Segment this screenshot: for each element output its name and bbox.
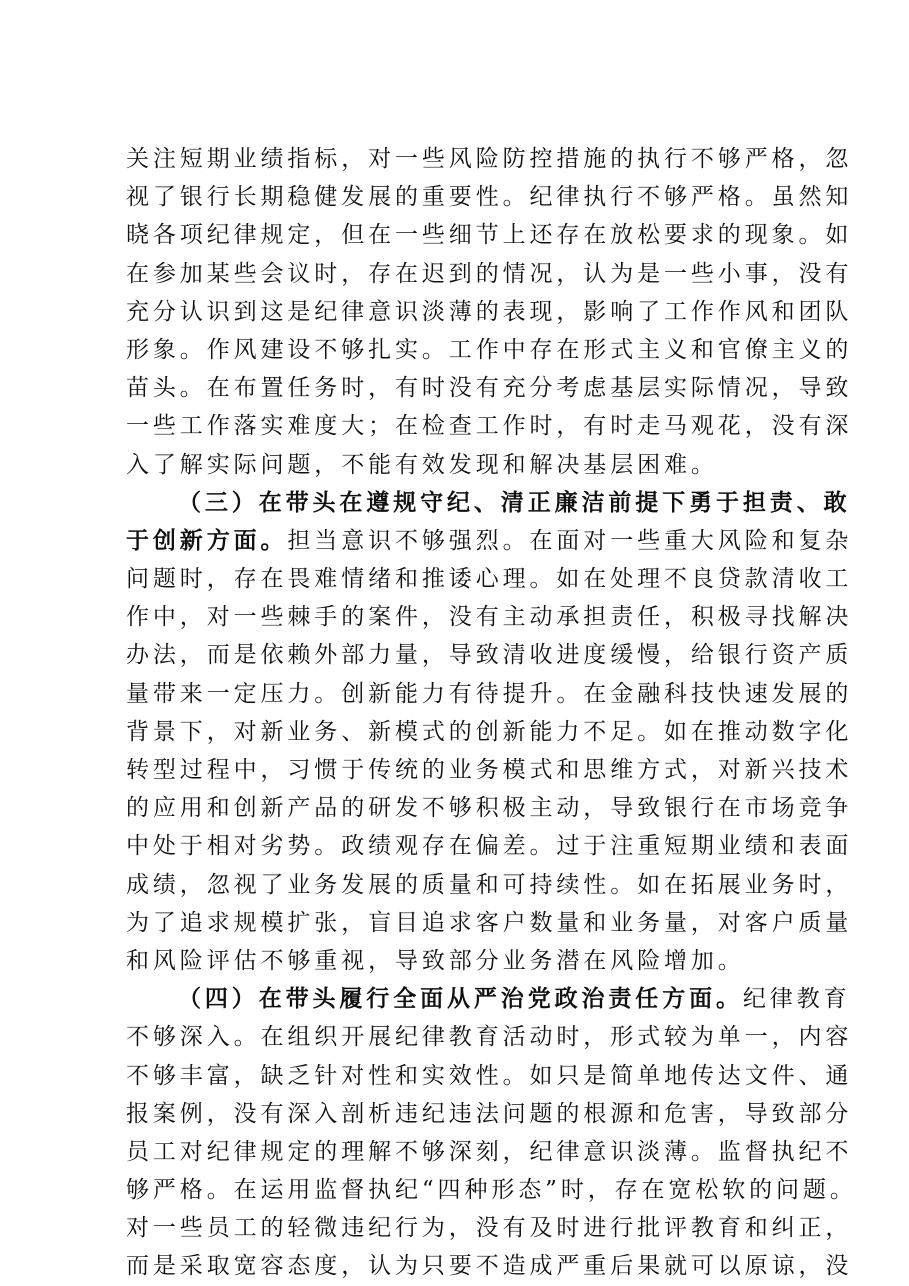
line-text: 不够深入。在组织开展纪律教育活动时，形式较为单一，内容 bbox=[126, 1024, 853, 1051]
text-line bbox=[126, 369, 853, 407]
text-line bbox=[126, 675, 853, 713]
line-text: 转型过程中，习惯于传统的业务模式和思维方式，对新兴技术 bbox=[126, 757, 853, 783]
line-text: 的应用和创新产品的研发不够积极主动，导致银行在市场竞争 bbox=[126, 795, 853, 822]
line-text: 关注短期业绩指标，对一些风险防控措施的执行不够严格，忽 bbox=[126, 146, 853, 172]
text-line bbox=[126, 140, 853, 178]
line-text: 作中，对一些棘手的案件，没有主动承担责任，积极寻找解决 bbox=[126, 604, 853, 631]
line-text: 中处于相对劣势。政绩观存在偏差。过于注重短期业绩和表面 bbox=[126, 833, 853, 860]
text-line bbox=[126, 407, 853, 445]
text-line bbox=[126, 1209, 853, 1247]
section-heading: 于创新方面。 bbox=[126, 526, 288, 554]
line-text: 入了解实际问题，不能有效发现和解决基层困难。 bbox=[126, 451, 718, 478]
line-text: 视了银行长期稳健发展的重要性。纪律执行不够严格。虽然知 bbox=[126, 184, 853, 211]
line-text: 晓各项纪律规定，但在一些细节上还存在放松要求的现象。如 bbox=[126, 222, 853, 249]
line-text: 对一些员工的轻微违纪行为，没有及时进行批评教育和纠正， bbox=[126, 1215, 853, 1242]
line-text: 报案例，没有深入剖析违纪违法问题的根源和危害，导致部分 bbox=[126, 1100, 853, 1127]
text-line bbox=[126, 1171, 857, 1209]
text-line bbox=[126, 751, 853, 789]
text-line bbox=[126, 1018, 853, 1056]
line-text: 担当意识不够强烈。在面对一些重大风险和复杂 bbox=[287, 527, 853, 554]
text-line bbox=[126, 331, 853, 369]
text-line bbox=[126, 1247, 853, 1285]
text-line bbox=[126, 942, 826, 980]
line-text: 而是采取宽容态度，认为只要不造成严重后果就可以原谅，没 bbox=[126, 1253, 853, 1280]
line-text: 纪律教育 bbox=[742, 986, 851, 1013]
line-text: 问题时，存在畏难情绪和推诿心理。如在处理不良贷款清收工 bbox=[126, 566, 853, 593]
line-text: 不够丰富，缺乏针对性和实效性。如只是简单地传达文件、通 bbox=[126, 1062, 853, 1089]
text-line bbox=[126, 216, 853, 254]
line-text: 一些工作落实难度大；在检查工作时，有时走马观花，没有深 bbox=[126, 413, 853, 440]
line-text: 在参加某些会议时，存在迟到的情况，认为是一些小事，没有 bbox=[126, 260, 853, 287]
section-heading: （四）在带头履行全面从严治党政治责任方面。 bbox=[178, 985, 743, 1013]
text-line bbox=[126, 789, 853, 827]
line-text: 充分认识到这是纪律意识淡薄的表现，影响了工作作风和团队 bbox=[126, 298, 853, 325]
text-line bbox=[126, 636, 853, 674]
line-text: 员工对纪律规定的理解不够深刻，纪律意识淡薄。监督执纪不 bbox=[126, 1138, 853, 1165]
line-text: 和风险评估不够重视，导致部分业务潜在风险增加。 bbox=[126, 947, 745, 974]
body-text bbox=[126, 140, 857, 1286]
text-line bbox=[126, 904, 853, 942]
text-line bbox=[126, 827, 853, 865]
text-line bbox=[126, 1057, 853, 1095]
text-line bbox=[126, 293, 853, 331]
line-text: 苗头。在布置任务时，有时没有充分考虑基层实际情况，导致 bbox=[126, 375, 853, 402]
text-line bbox=[126, 484, 851, 522]
text-line bbox=[126, 446, 826, 484]
text-line bbox=[126, 255, 853, 293]
text-line bbox=[126, 980, 851, 1018]
text-line bbox=[126, 560, 853, 598]
text-line bbox=[126, 598, 853, 636]
line-text: 为了追求规模扩张，盲目追求客户数量和业务量，对客户质量 bbox=[126, 909, 853, 936]
text-line bbox=[126, 178, 853, 216]
text-line bbox=[126, 1133, 853, 1171]
line-text: 办法，而是依赖外部力量，导致清收进度缓慢，给银行资产质 bbox=[126, 642, 853, 669]
line-text: 成绩，忽视了业务发展的质量和可持续性。如在拓展业务时， bbox=[126, 871, 853, 898]
text-line bbox=[126, 866, 853, 904]
text-line bbox=[126, 1095, 853, 1133]
text-line bbox=[126, 713, 853, 751]
line-text: 形象。作风建设不够扎实。工作中存在形式主义和官僚主义的 bbox=[126, 336, 853, 363]
section-heading: （三）在带头在遵规守纪、清正廉洁前提下勇于担责、敢 bbox=[178, 488, 851, 516]
line-text: 量带来一定压力。创新能力有待提升。在金融科技快速发展的 bbox=[126, 680, 853, 707]
line-text: 背景下，对新业务、新模式的创新能力不足。如在推动数字化 bbox=[126, 718, 853, 745]
text-line bbox=[126, 522, 853, 560]
line-text: 够严格。在运用监督执纪“四种形态”时，存在宽松软的问题。 bbox=[126, 1177, 857, 1204]
